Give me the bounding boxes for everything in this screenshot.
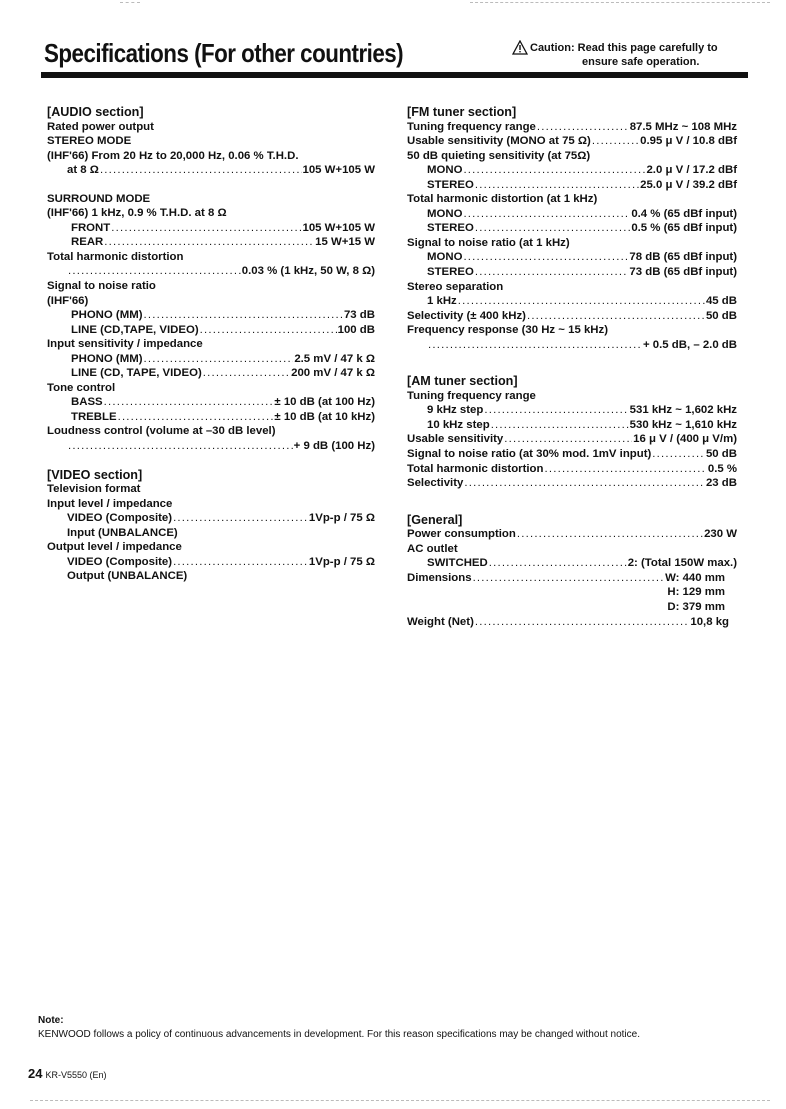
- spec-row-switched: [407, 556, 737, 571]
- spec-label: Tuning frequency range: [407, 120, 536, 133]
- input-sensitivity-label: Input sensitivity / impedance: [47, 338, 203, 351]
- spec-value: 1Vp-p / 75 Ω: [308, 512, 375, 525]
- spec-label: PHONO (MM): [71, 309, 143, 322]
- spec-row-power: [407, 527, 737, 542]
- general-section-heading: [General]: [407, 512, 463, 527]
- warning-triangle-icon: [512, 40, 528, 55]
- bottom-dotted-border: [30, 1100, 770, 1101]
- audio-section-heading: [AUDIO section]: [47, 105, 144, 119]
- dimension-depth: D: 379 mm: [667, 600, 725, 613]
- spacer: [407, 352, 737, 374]
- note-text: KENWOOD follows a policy of continuous advancements in development. For this reason specifications may be changed without notice.: [38, 1029, 640, 1040]
- spec-label: Selectivity: [407, 477, 464, 490]
- spec-value: 50 dB: [705, 309, 737, 322]
- spec-row-treble: [47, 410, 375, 425]
- spec-label: PHONO (MM): [71, 352, 143, 365]
- spec-label: 9 kHz step: [427, 404, 484, 417]
- page-footer: [28, 1066, 107, 1081]
- leader-dots: [527, 309, 705, 324]
- spec-label: VIDEO (Composite): [67, 555, 173, 568]
- spec-row-fm-tuning: [407, 120, 737, 135]
- leader-dots: [68, 439, 293, 454]
- spec-value: 0.95 μ V / 10.8 dBf: [640, 135, 737, 148]
- tone-control-label: Tone control: [47, 381, 116, 394]
- page-title: Specifications (For other countries): [44, 38, 404, 68]
- spec-label: LINE (CD, TAPE, VIDEO): [71, 367, 202, 380]
- spec-value: 50 dB: [705, 448, 737, 461]
- spec-value: 1Vp-p / 75 Ω: [308, 555, 375, 568]
- leader-dots: [118, 410, 274, 425]
- spacer: [47, 454, 375, 468]
- spec-label: STEREO: [427, 178, 474, 191]
- leader-dots: [68, 264, 241, 279]
- spec-value: 16 μ V / (400 μ V/m): [633, 433, 737, 446]
- top-dotted-border-short: [120, 2, 140, 3]
- spec-row-thd: [47, 264, 375, 279]
- spec-value: 100 dB: [337, 323, 375, 336]
- spec-label: VIDEO (Composite): [67, 512, 173, 525]
- spec-value: 105 W+105 W: [302, 221, 375, 234]
- spec-label: at 8 Ω: [67, 164, 99, 177]
- spec-label: LINE (CD,TAPE, VIDEO): [71, 323, 199, 336]
- note-label: Note:: [38, 1015, 64, 1026]
- thd-label: Total harmonic distortion: [47, 250, 184, 263]
- spec-value: 0.03 % (1 kHz, 50 W, 8 Ω): [241, 265, 375, 278]
- spec-value: 25.0 μ V / 39.2 dBf: [640, 178, 737, 191]
- spec-row-rear: [47, 235, 375, 250]
- spec-label: Total harmonic distortion: [407, 462, 544, 475]
- spec-value: 105 W+105 W: [302, 164, 375, 177]
- spec-label: FRONT: [71, 221, 111, 234]
- spec-row-fm-selectivity: [407, 309, 737, 324]
- snr-ihf-label: (IHF'66): [47, 294, 89, 307]
- spec-label: TREBLE: [71, 410, 117, 423]
- spec-label: Usable sensitivity: [407, 433, 504, 446]
- spec-value: 2.5 mV / 47 k Ω: [294, 352, 375, 365]
- leader-dots: [484, 403, 628, 418]
- spec-value: 0.4 % (65 dBf input): [631, 207, 737, 220]
- spec-row-fm-usable: [407, 134, 737, 149]
- spec-label: REAR: [71, 236, 104, 249]
- am-tuning-label: Tuning frequency range: [407, 389, 536, 402]
- leader-dots: [517, 527, 703, 542]
- leader-dots: [475, 221, 630, 236]
- leader-dots: [144, 352, 294, 367]
- right-column: [407, 105, 737, 629]
- input-level-label: Input level / impedance: [47, 497, 173, 510]
- leader-dots: [100, 163, 302, 178]
- spec-label: MONO: [427, 207, 463, 220]
- spec-row-thd-mono: [407, 207, 737, 222]
- spec-value: 73 dB: [343, 309, 375, 322]
- top-dotted-border: [470, 2, 770, 3]
- leader-dots: [463, 250, 628, 265]
- spec-label: Signal to noise ratio (at 30% mod. 1mV input): [407, 448, 652, 461]
- spec-value: + 9 dB (100 Hz): [293, 440, 375, 453]
- spec-row-q-mono: [407, 163, 737, 178]
- spec-value: 0.5 % (65 dBf input): [631, 222, 737, 235]
- spec-row-loudness: [47, 439, 375, 454]
- spec-label: BASS: [71, 396, 103, 409]
- ihf-surround-conditions: (IHF'66) 1 kHz, 0.9 % T.H.D. at 8 Ω: [47, 207, 227, 220]
- leader-dots: [428, 338, 642, 353]
- title-rule: [41, 72, 748, 78]
- tv-format-label: Television format: [47, 483, 141, 496]
- leader-dots: [475, 265, 629, 280]
- stereo-mode-label: STEREO MODE: [47, 135, 132, 148]
- spec-value: 15 W+15 W: [315, 236, 375, 249]
- spec-row-out-video: [47, 555, 375, 570]
- left-column: [47, 105, 375, 584]
- spec-value: 73 dB (65 dBf input): [629, 266, 737, 279]
- footnote: [38, 1014, 758, 1042]
- spec-value: 531 kHz ~ 1,602 kHz: [629, 404, 737, 417]
- spec-value: 78 dB (65 dBf input): [629, 251, 737, 264]
- leader-dots: [104, 235, 314, 250]
- spec-row-am-usable: [407, 432, 737, 447]
- leader-dots: [104, 395, 274, 410]
- leader-dots: [173, 555, 308, 570]
- leader-dots: [592, 134, 639, 149]
- spec-value: ± 10 dB (at 100 Hz): [274, 396, 375, 409]
- spec-label: MONO: [427, 251, 463, 264]
- rated-power-label: Rated power output: [47, 120, 154, 133]
- leader-dots: [475, 178, 639, 193]
- spec-label: Power consumption: [407, 528, 516, 541]
- leader-dots: [464, 476, 705, 491]
- spec-row-snr-mono: [407, 250, 737, 265]
- spec-value: 530 kHz ~ 1,610 kHz: [629, 418, 737, 431]
- video-section-heading: [VIDEO section]: [47, 467, 143, 482]
- page-number: 24: [28, 1066, 43, 1081]
- spec-value: W: 440 mm: [665, 571, 725, 584]
- spec-label: Usable sensitivity (MONO at 75 Ω): [407, 135, 591, 148]
- spec-row-dimensions: [407, 571, 737, 586]
- spec-value: 23 dB: [705, 477, 737, 490]
- spec-value: 0.5 %: [707, 462, 737, 475]
- leader-dots: [144, 308, 343, 323]
- spec-value: 87.5 MHz ~ 108 MHz: [629, 120, 737, 133]
- fm-section-heading: [FM tuner section]: [407, 105, 517, 119]
- spec-row-am-10k: [407, 418, 737, 433]
- leader-dots: [458, 294, 705, 309]
- loudness-label: Loudness control (volume at –30 dB level): [47, 425, 276, 438]
- leader-dots: [463, 207, 630, 222]
- spec-row-sens-line: [47, 366, 375, 381]
- spec-row-freqresp: [407, 338, 737, 353]
- am-section-heading: [AM tuner section]: [407, 374, 518, 389]
- spec-value: 2: (Total 150W max.): [627, 557, 737, 570]
- leader-dots: [203, 366, 290, 381]
- leader-dots: [473, 571, 665, 586]
- leader-dots: [463, 163, 645, 178]
- caution-notice: [512, 40, 752, 69]
- spec-label: STEREO: [427, 222, 474, 235]
- spec-row-phono-snr: [47, 308, 375, 323]
- spec-row-q-stereo: [407, 178, 737, 193]
- leader-dots: [475, 615, 690, 630]
- spec-label: 10 kHz step: [427, 418, 490, 431]
- spec-label: 1 kHz: [427, 295, 457, 308]
- spacer: [47, 178, 375, 192]
- spec-row-am-9k: [407, 403, 737, 418]
- fm-thd-label: Total harmonic distortion (at 1 kHz): [407, 193, 598, 206]
- spec-label: Weight (Net): [407, 615, 474, 628]
- snr-label: Signal to noise ratio: [47, 280, 156, 293]
- surround-mode-label: SURROUND MODE: [47, 192, 151, 205]
- output-unbalance-label: Output (UNBALANCE): [67, 570, 188, 583]
- leader-dots: [544, 462, 706, 477]
- leader-dots: [491, 418, 629, 433]
- fm-freqresp-label: Frequency response (30 Hz ~ 15 kHz): [407, 324, 608, 337]
- fm-snr-label: Signal to noise ratio (at 1 kHz): [407, 236, 570, 249]
- caution-line-1: Caution: Read this page carefully to: [530, 41, 718, 54]
- leader-dots: [173, 511, 308, 526]
- spec-row-weight: [407, 615, 737, 630]
- caution-line-2: ensure safe operation.: [582, 56, 700, 68]
- spec-row-snr-stereo: [407, 265, 737, 280]
- leader-dots: [489, 556, 627, 571]
- spec-value: ± 10 dB (at 10 kHz): [274, 410, 375, 423]
- spec-row-front: [47, 221, 375, 236]
- spec-label: STEREO: [427, 266, 474, 279]
- leader-dots: [652, 447, 705, 462]
- spec-value: 10,8 kg: [690, 615, 729, 628]
- leader-dots: [200, 323, 337, 338]
- spec-row-sens-phono: [47, 352, 375, 367]
- dimension-height: H: 129 mm: [667, 586, 725, 599]
- leader-dots: [504, 432, 632, 447]
- fm-separation-label: Stereo separation: [407, 280, 504, 293]
- spec-row-bass: [47, 395, 375, 410]
- fm-quieting-label: 50 dB quieting sensitivity (at 75Ω): [407, 149, 591, 162]
- spec-label: MONO: [427, 164, 463, 177]
- spec-row-in-video: [47, 511, 375, 526]
- spec-value: 200 mV / 47 k Ω: [291, 367, 375, 380]
- model-code: KR-V5550 (En): [45, 1070, 107, 1080]
- spacer: [407, 491, 737, 513]
- spec-row-line-snr: [47, 323, 375, 338]
- spec-value: 2.0 μ V / 17.2 dBf: [646, 164, 737, 177]
- ihf-stereo-conditions: (IHF'66) From 20 Hz to 20,000 Hz, 0.06 % T.H.D.: [47, 149, 299, 162]
- spec-row-thd-stereo: [407, 221, 737, 236]
- spec-label: Dimensions: [407, 571, 472, 584]
- leader-dots: [111, 221, 301, 236]
- leader-dots: [537, 120, 629, 135]
- output-level-label: Output level / impedance: [47, 541, 182, 554]
- input-unbalance-label: Input (UNBALANCE): [67, 526, 178, 539]
- spec-value: + 0.5 dB, – 2.0 dB: [642, 338, 737, 351]
- spec-row-sep-1k: [407, 294, 737, 309]
- spec-value: 45 dB: [705, 295, 737, 308]
- spec-row-am-selectivity: [407, 476, 737, 491]
- spec-row-am-thd: [407, 462, 737, 477]
- ac-outlet-label: AC outlet: [407, 542, 458, 555]
- spec-value: 230 W: [704, 528, 737, 541]
- spec-row-am-snr: [407, 447, 737, 462]
- spec-label: SWITCHED: [427, 557, 488, 570]
- spec-label: Selectivity (± 400 kHz): [407, 309, 526, 322]
- spec-row-at8: [47, 163, 375, 178]
